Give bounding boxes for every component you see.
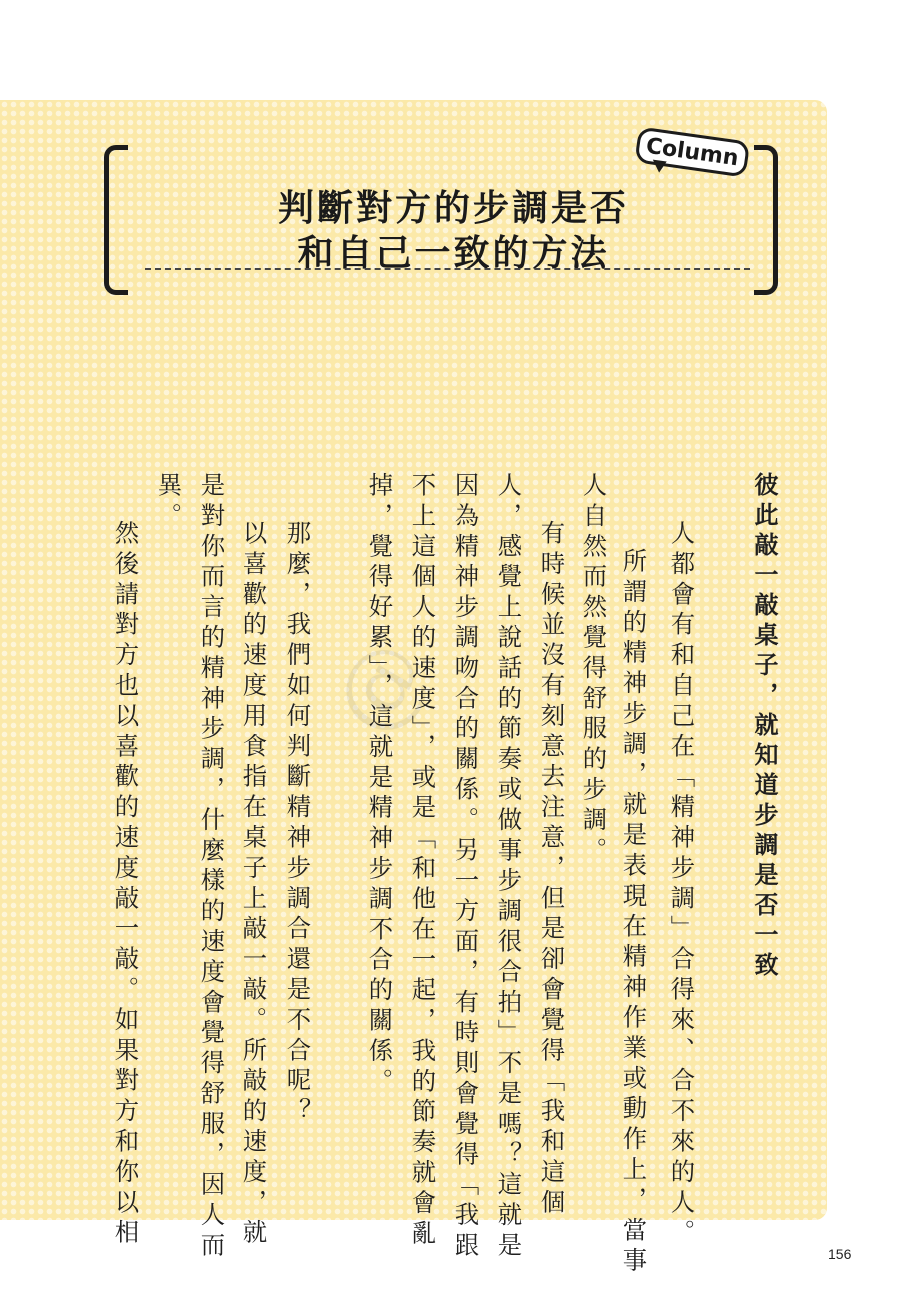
text-column: 人自然而然覺得舒服的步調。 (578, 472, 608, 868)
title-line-1: 判斷對方的步調是否 (277, 188, 629, 229)
title-divider (145, 268, 750, 270)
text-column: 異。 (153, 472, 183, 533)
section-heading: 彼此敲一敲桌子，就知道步調是否一致 (750, 472, 778, 982)
text-column: 以喜歡的速度用食指在桌子上敲一敲。所敲的速度，就 (238, 520, 268, 1250)
watermark: @ (312, 622, 448, 753)
text-column: 人都會有和自己在「精神步調」合得來、合不來的人。 (666, 520, 696, 1250)
text-column: 那麼，我們如何判斷精神步調合還是不合呢？ (282, 520, 312, 1128)
text-column: 所謂的精神步調，就是表現在精神作業或動作上，當事 (618, 548, 648, 1278)
column-badge-label: Column (634, 126, 750, 177)
text-column: 掉，覺得好累」，這就是精神步調不合的關係。 (364, 472, 394, 1099)
text-column: 因為精神步調吻合的關係。另一方面，有時則會覺得「我跟 (450, 472, 480, 1263)
text-column: 有時候並沒有刻意去注意，但是卻會覺得「我和這個 (536, 520, 566, 1220)
page-number: 156 (828, 1246, 852, 1262)
title-line-2: 和自己一致的方法 (297, 233, 610, 274)
speech-bubble-tail-icon (651, 160, 667, 174)
text-column: 人，感覺上說話的節奏或做事步調很合拍」不是嗎？這就是 (493, 472, 523, 1263)
text-column: 是對你而言的精神步調，什麼樣的速度會覺得舒服，因人而 (196, 472, 226, 1263)
text-column: 不上這個人的速度」，或是「和他在一起，我的節奏就會亂 (407, 472, 437, 1251)
text-column: 然後請對方也以喜歡的速度敲一敲。如果對方和你以相 (110, 520, 140, 1250)
